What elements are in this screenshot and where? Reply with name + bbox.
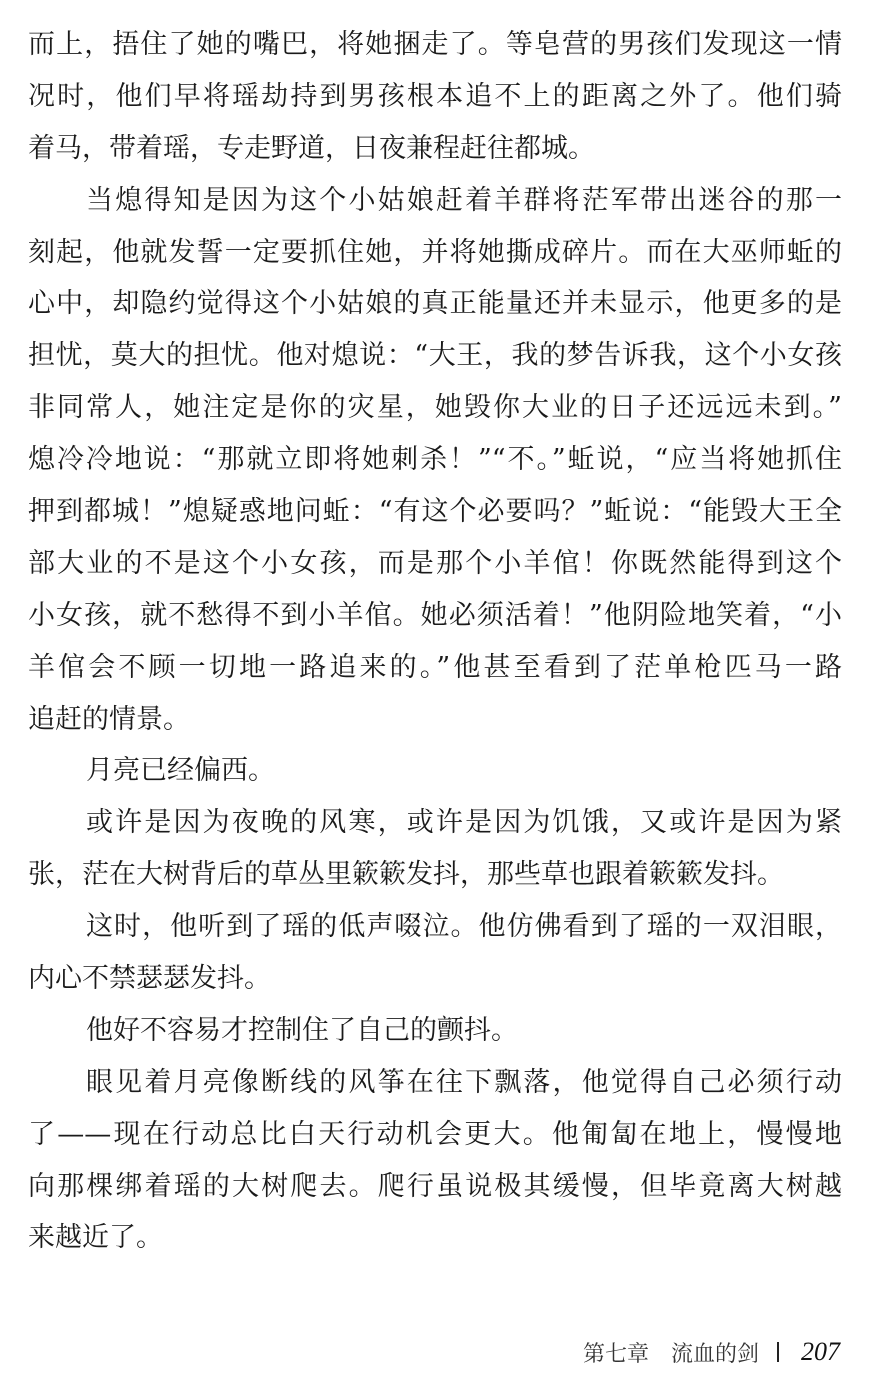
- text-line: 刻起，他就发誓一定要抓住她，并将她撕成碎片。而在大巫师蚯的: [28, 236, 842, 268]
- text-line: 他好不容易才控制住了自己的颤抖。: [86, 1014, 518, 1046]
- text-line: 当熄得知是因为这个小姑娘赶着羊群将茫军带出迷谷的那一: [86, 184, 842, 216]
- text-line: 着马，带着瑶，专走野道，日夜兼程赶往都城。: [28, 132, 595, 164]
- text-line: 羊倌会不顾一切地一路追来的。”他甚至看到了茫单枪匹马一路: [28, 651, 842, 683]
- footer-separator: [777, 1342, 779, 1362]
- page-footer: [0, 1332, 840, 1372]
- text-line: 部大业的不是这个小女孩，而是那个小羊倌！你既然能得到这个: [28, 547, 842, 579]
- text-line: 内心不禁瑟瑟发抖。: [28, 963, 271, 995]
- text-line: 来越近了。: [28, 1222, 163, 1254]
- text-line: 小女孩，就不愁得不到小羊倌。她必须活着！”他阴险地笑着，“小: [28, 599, 842, 631]
- chapter-title: 流血的剑: [670, 1341, 759, 1367]
- paragraph: [28, 901, 842, 1005]
- text-line: 心中，却隐约觉得这个小姑娘的真正能量还并未显示，他更多的是: [28, 288, 842, 320]
- text-line: 这时，他听到了瑶的低声啜泣。他仿佛看到了瑶的一双泪眼，: [86, 911, 842, 943]
- text-line: 张，茫在大树背后的草丛里簌簌发抖，那些草也跟着簌簌发抖。: [28, 859, 784, 891]
- text-line: 而上，捂住了她的嘴巴，将她捆走了。等皂营的男孩们发现这一情: [28, 29, 842, 60]
- text-line: 况时，他们早将瑶劫持到男孩根本追不上的距离之外了。他们骑: [28, 80, 842, 112]
- text-line: 或许是因为夜晚的风寒，或许是因为饥饿，又或许是因为紧: [86, 807, 842, 839]
- page-body: [28, 19, 842, 1264]
- chapter-label: 第七章: [582, 1341, 649, 1367]
- text-line: 向那棵绑着瑶的大树爬去。爬行虽说极其缓慢，但毕竟离大树越: [28, 1170, 842, 1202]
- text-line: 担忧，莫大的担忧。他对熄说：“大王，我的梦告诉我，这个小女孩: [28, 340, 842, 372]
- text-line: 押到都城！”熄疑惑地问蚯：“有这个必要吗？”蚯说：“能毁大王全: [28, 496, 842, 528]
- text-line: 非同常人，她注定是你的灾星，她毁你大业的日子还远远未到。”: [28, 392, 842, 424]
- page-number: 207: [801, 1337, 840, 1366]
- paragraph: [28, 1005, 842, 1057]
- text-line: 了——现在行动总比白天行动机会更大。他匍匐在地上，慢慢地: [28, 1118, 842, 1150]
- text-line: 眼见着月亮像断线的风筝在往下飘落，他觉得自己必须行动: [86, 1066, 842, 1098]
- paragraph: [28, 745, 842, 797]
- text-line: 熄冷冷地说：“那就立即将她刺杀！”“不。”蚯说，“应当将她抓住: [28, 444, 842, 476]
- paragraph: [28, 797, 842, 901]
- paragraph: [28, 1057, 842, 1265]
- text-line: 追赶的情景。: [28, 703, 190, 735]
- paragraph: [28, 19, 842, 175]
- paragraph: [28, 175, 842, 746]
- text-line: 月亮已经偏西。: [86, 755, 275, 787]
